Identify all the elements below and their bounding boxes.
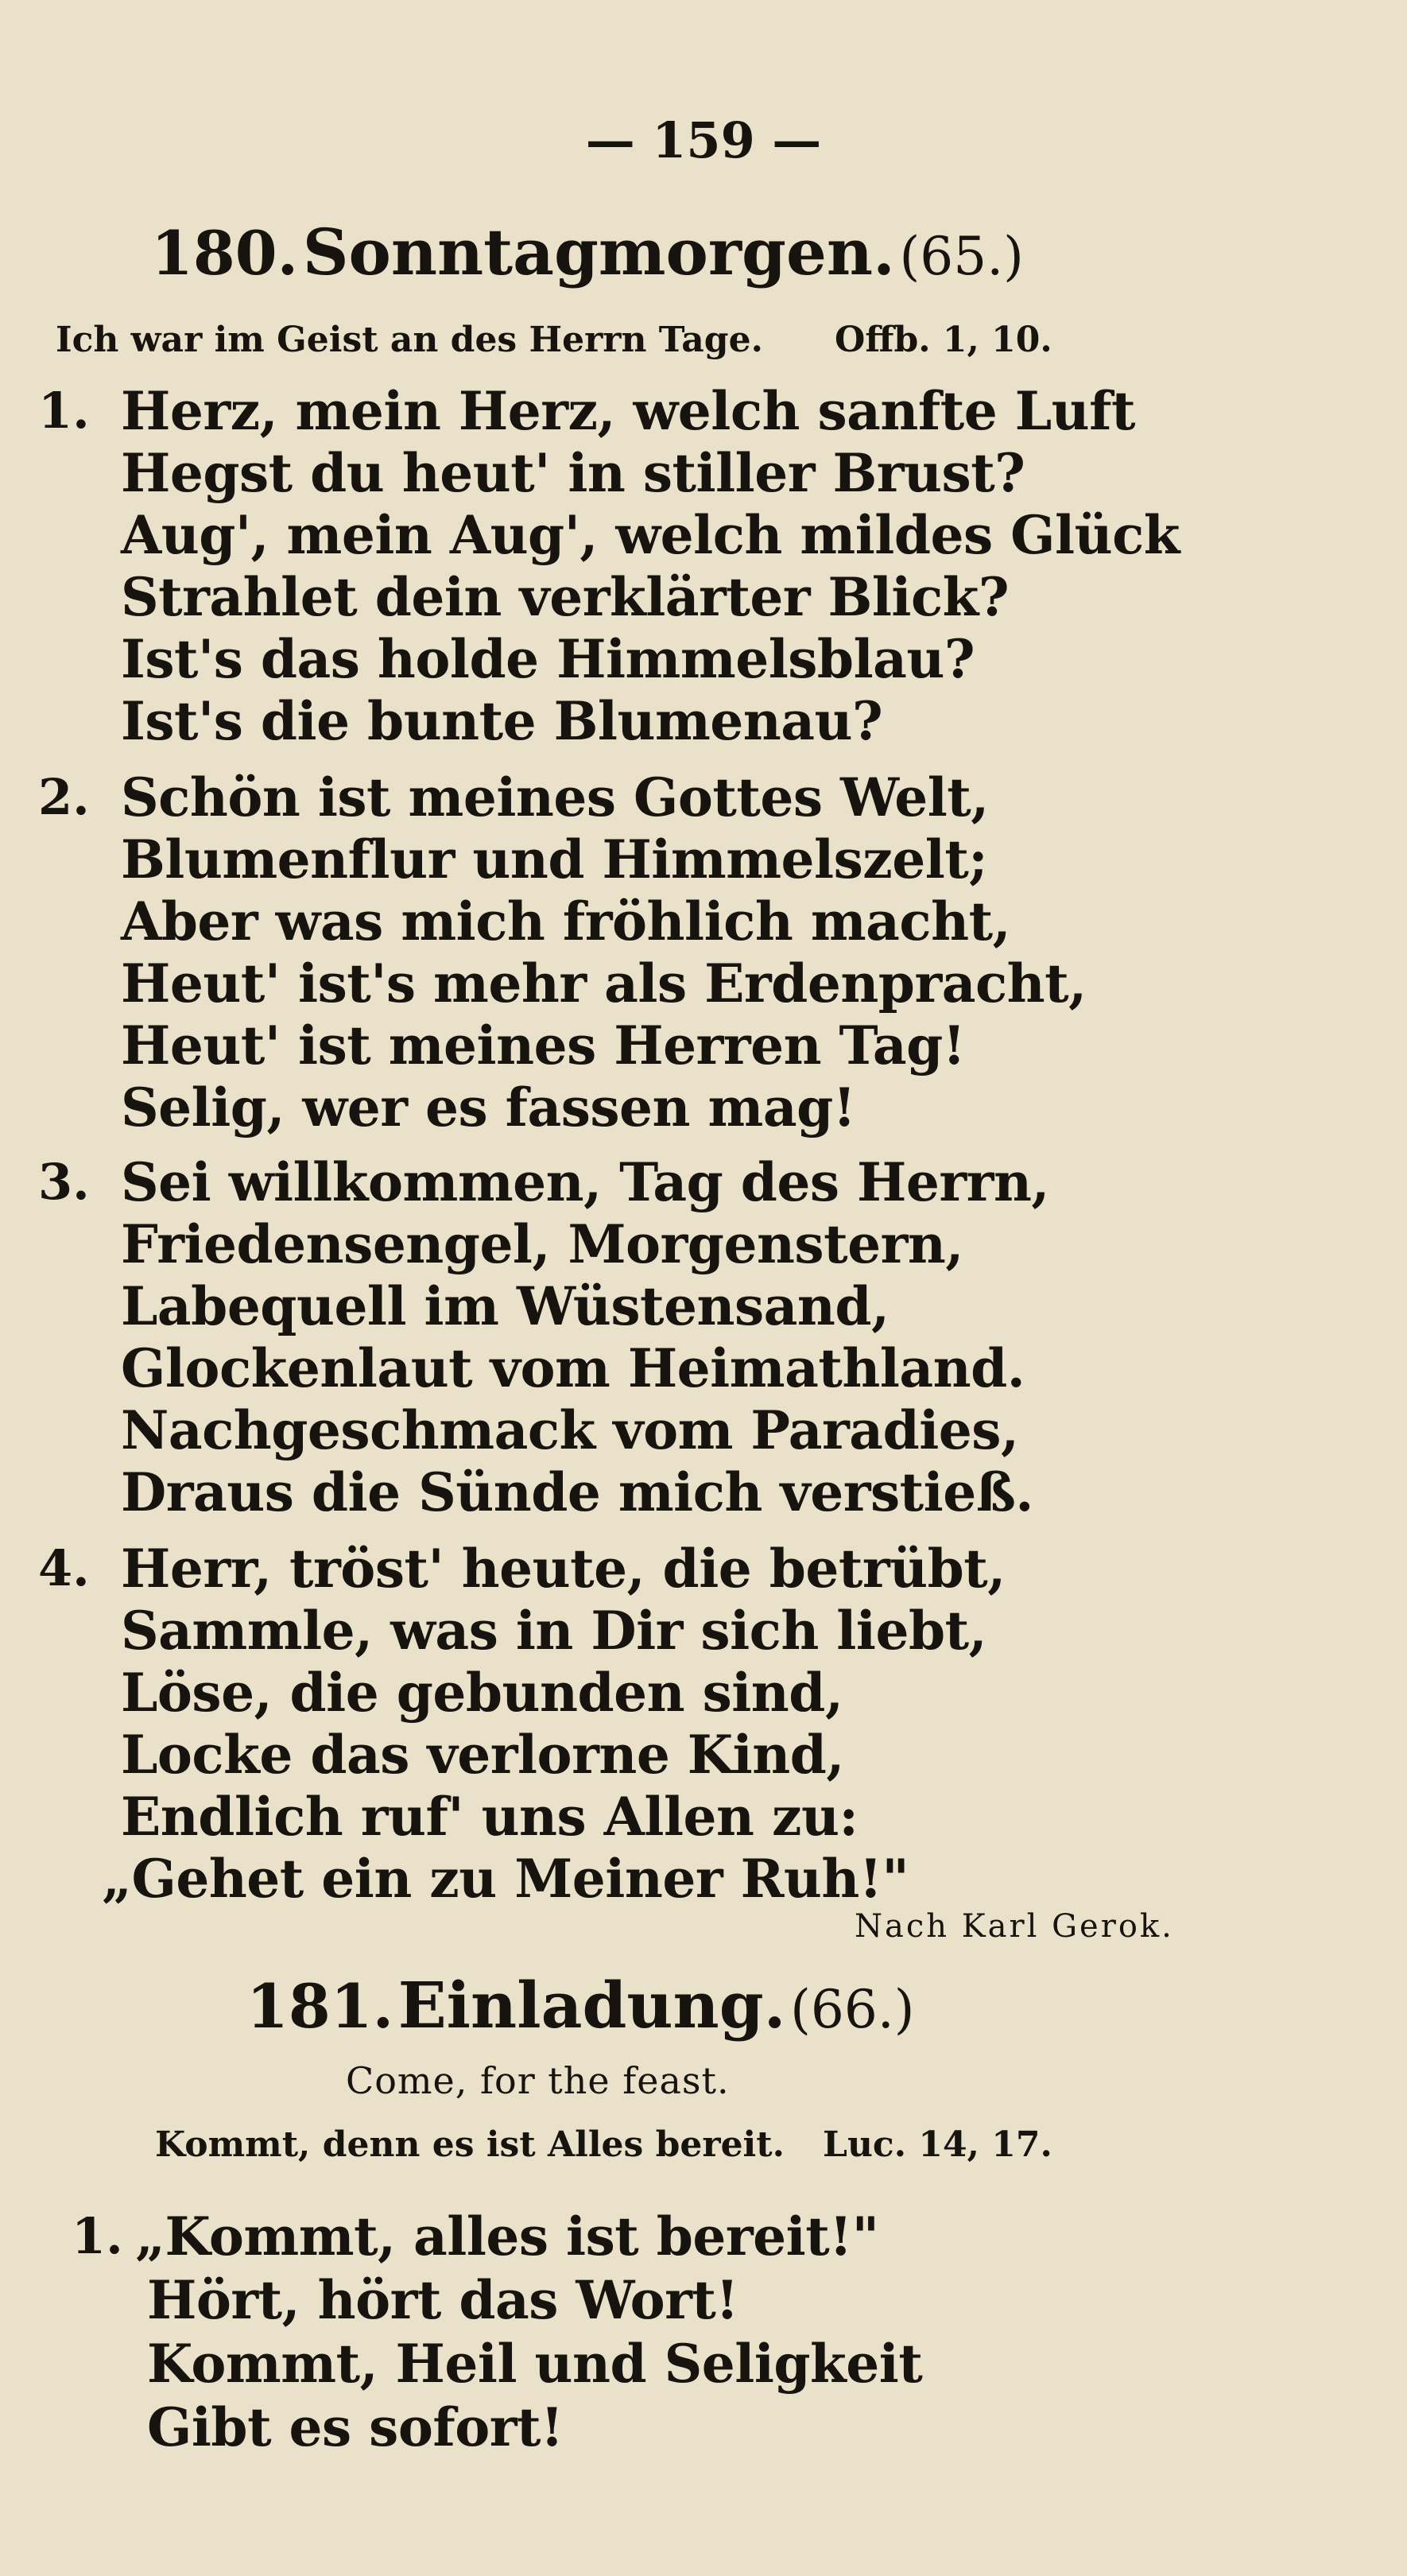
hymn-180-epigraph: Ich war im Geist an des Herrn Tage. bbox=[56, 320, 763, 360]
stanza-number: 3. bbox=[38, 1153, 90, 1211]
hymn-181-title: Einladung. bbox=[397, 1968, 786, 2043]
verse-line: Nachgeschmack vom Paradies, bbox=[121, 1399, 1019, 1461]
verse-line: Heut' ist's mehr als Erdenpracht, bbox=[121, 952, 1087, 1014]
hymn-181-english-title: Come, for the feast. bbox=[346, 2059, 730, 2102]
verse-line: Selig, wer es fassen mag! bbox=[121, 1077, 856, 1139]
hymn-180-number: 180. bbox=[151, 218, 299, 289]
verse-line: Labequell im Wüstensand, bbox=[121, 1275, 890, 1337]
verse-line: Heut' ist meines Herren Tag! bbox=[121, 1014, 966, 1077]
verse-line: Friedensengel, Morgenstern, bbox=[121, 1213, 963, 1275]
hymn-180-tune: (65.) bbox=[899, 226, 1024, 287]
verse-line: Endlich ruf' uns Allen zu: bbox=[121, 1786, 859, 1848]
hymn-180-title: Sonntagmorgen. bbox=[302, 215, 895, 289]
verse-line: Draus die Sünde mich verstieß. bbox=[121, 1461, 1033, 1523]
verse-line: Strahlet dein verklärter Blick? bbox=[121, 566, 1010, 628]
verse-line: Ist's die bunte Blumenau? bbox=[121, 690, 883, 752]
verse-line: Hört, hört das Wort! bbox=[147, 2269, 738, 2331]
stanza-number: 4. bbox=[38, 1539, 90, 1597]
verse-line: Herr, tröst' heute, die betrübt, bbox=[121, 1538, 1006, 1600]
hymn-180-heading bbox=[151, 215, 1024, 289]
hymn-181-tune: (66.) bbox=[790, 1979, 915, 2040]
page-number: — 159 — bbox=[585, 111, 822, 169]
verse-line: Herz, mein Herz, welch sanfte Luft bbox=[121, 380, 1136, 442]
verse-line: „Kommt, alles ist bereit!" bbox=[135, 2206, 879, 2268]
verse-line: Ist's das holde Himmelsblau? bbox=[121, 628, 975, 690]
hymn-180-reference: Offb. 1, 10. bbox=[835, 320, 1052, 360]
verse-line: Locke das verlorne Kind, bbox=[121, 1724, 844, 1786]
verse-line: Blumenflur und Himmelszelt; bbox=[121, 828, 988, 890]
verse-line: Sammle, was in Dir sich liebt, bbox=[121, 1600, 987, 1662]
verse-line: Schön ist meines Gottes Welt, bbox=[121, 766, 989, 828]
verse-line: „Gehet ein zu Meiner Ruh!" bbox=[102, 1848, 909, 1910]
verse-line: Aber was mich fröhlich macht, bbox=[121, 890, 1011, 952]
verse-line: Hegst du heut' in stiller Brust? bbox=[121, 442, 1025, 504]
hymn-181-reference: Luc. 14, 17. bbox=[823, 2124, 1052, 2165]
verse-line: Aug', mein Aug', welch mildes Glück bbox=[121, 504, 1180, 566]
stanza-number: 1. bbox=[72, 2207, 123, 2265]
verse-line: Kommt, Heil und Seligkeit bbox=[147, 2333, 923, 2395]
stanza-number: 1. bbox=[38, 382, 90, 440]
stanza-number: 2. bbox=[38, 768, 90, 826]
verse-line: Glockenlaut vom Heimathland. bbox=[121, 1337, 1025, 1399]
hymn-181-epigraph: Kommt, denn es ist Alles bereit. bbox=[155, 2124, 785, 2165]
verse-line: Sei willkommen, Tag des Herrn, bbox=[121, 1151, 1049, 1213]
hymn-181-number: 181. bbox=[246, 1971, 394, 2042]
verse-line: Löse, die gebunden sind, bbox=[121, 1662, 843, 1724]
verse-line: Gibt es sofort! bbox=[147, 2396, 564, 2458]
hymn-181-heading bbox=[246, 1968, 915, 2043]
hymn-180-attribution: Nach Karl Gerok. bbox=[855, 1908, 1174, 1945]
